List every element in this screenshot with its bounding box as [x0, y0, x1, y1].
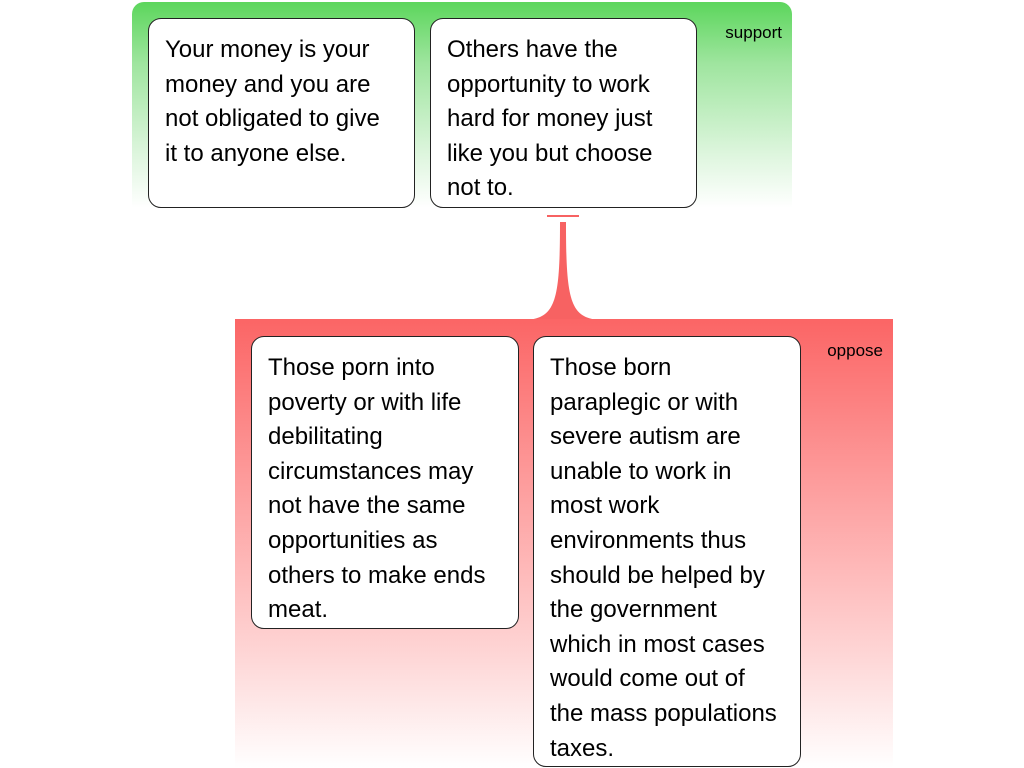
support-card-money-obligation[interactable]: Your money is your money and you are not obligated to give it to anyone else.	[148, 18, 415, 208]
oppose-card-disability[interactable]: Those born paraplegic or with severe autism are unable to work in most work environments thus should be helped by the government which in most cases would come out of the mass populations taxes.	[533, 336, 801, 767]
support-label: support	[725, 23, 782, 42]
oppose-label: oppose	[827, 341, 883, 360]
oppose-card-poverty[interactable]: Those porn into poverty or with life debilitating circumstances may not have the same opportunities as others to make ends meat.	[251, 336, 519, 629]
connector-stem	[526, 222, 600, 320]
support-card-opportunity-to-work[interactable]: Others have the opportunity to work hard for money just like you but choose not to.	[430, 18, 697, 208]
